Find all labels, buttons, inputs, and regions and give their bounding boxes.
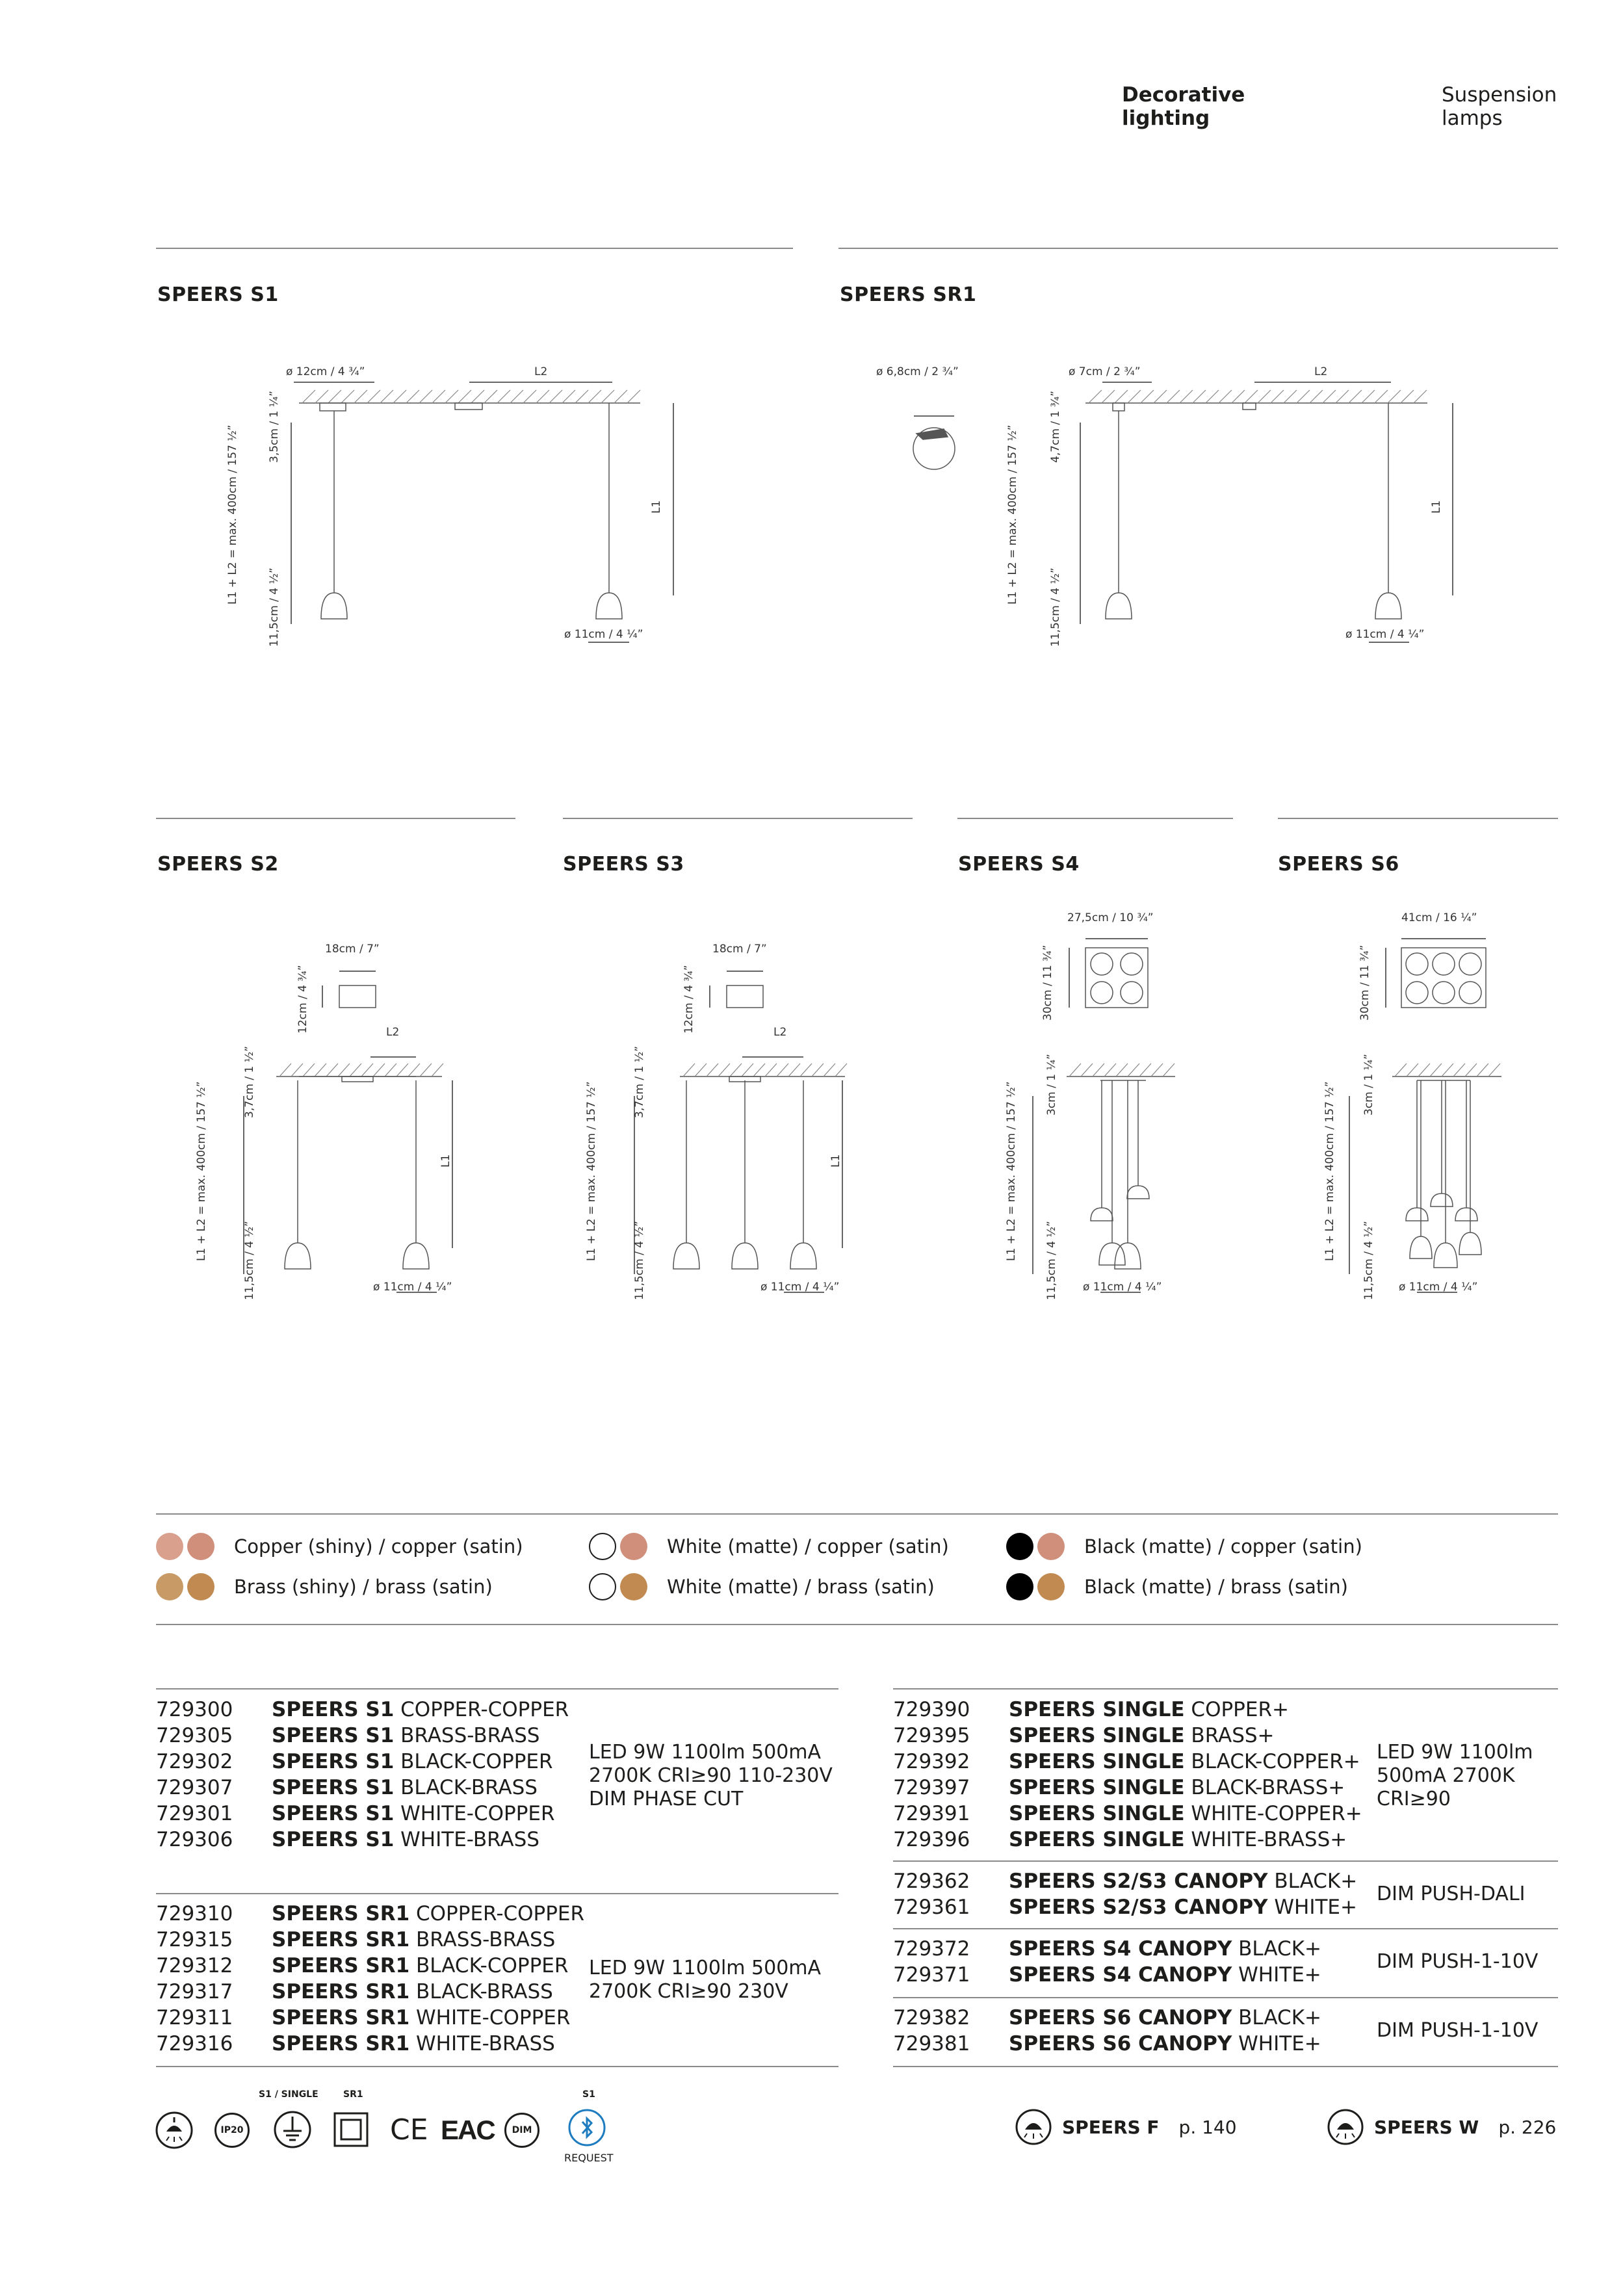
- eac-mark-icon: EAC: [441, 2115, 495, 2145]
- product-name: SPEERS SINGLE COPPER+: [1009, 1698, 1289, 1721]
- product-name: SPEERS SR1 WHITE-COPPER: [272, 2006, 571, 2029]
- product-code: 729395: [893, 1724, 970, 1747]
- sr1-l2-label: L2: [1314, 365, 1328, 378]
- ref-speers-f[interactable]: [1014, 2107, 1237, 2146]
- table-row: [156, 1827, 569, 1853]
- s1-l2-label: L2: [534, 365, 548, 378]
- s3-l2-label: L2: [773, 1026, 787, 1039]
- label-sr1: SR1: [343, 2089, 363, 2100]
- product-code: 729300: [156, 1698, 233, 1721]
- product-code: 729372: [893, 1937, 970, 1961]
- ref-page: p. 140: [1178, 2116, 1237, 2138]
- sr1-l1-label: L1: [1430, 500, 1443, 514]
- finish-swatch: [589, 1533, 616, 1560]
- divider: [156, 2066, 838, 2067]
- product-name: SPEERS S4 CANOPY BLACK+: [1009, 1937, 1322, 1961]
- spec-single: LED 9W 1100lm 500mA 2700K CRI≥90: [1377, 1741, 1533, 1810]
- ce-mark-icon: CE: [390, 2113, 428, 2146]
- s3-canopy-depth: 12cm / 4 ¾”: [682, 965, 695, 1034]
- s2-total-length: L1 + L2 = max. 400cm / 157 ½”: [195, 1081, 208, 1261]
- divider: [156, 1513, 1558, 1515]
- finish-swatch: [187, 1533, 214, 1560]
- spec-s1: LED 9W 1100lm 500mA 2700K CRI≥90 110-230V DIM PHASE CUT: [589, 1741, 833, 1810]
- divider: [563, 818, 913, 819]
- table-row: [893, 1894, 1357, 1920]
- divider: [893, 1860, 1558, 1862]
- table-row: [156, 1901, 584, 1927]
- table-row: [156, 1723, 569, 1749]
- s2-l2-label: L2: [386, 1026, 400, 1039]
- ref-name: SPEERS W: [1374, 2116, 1479, 2138]
- product-code: 729315: [156, 1928, 233, 1951]
- product-code: 729391: [893, 1802, 970, 1825]
- product-name: SPEERS S6 CANOPY WHITE+: [1009, 2032, 1321, 2055]
- product-name: SPEERS S1 BRASS-BRASS: [272, 1724, 540, 1747]
- s1-shade-diameter: ø 11cm / 4 ¼”: [564, 628, 643, 641]
- divider: [957, 818, 1233, 819]
- bluetooth-icon: [567, 2107, 607, 2148]
- product-code: 729311: [156, 2006, 233, 2029]
- model-title-s3: SPEERS S3: [563, 853, 684, 876]
- dimmable-icon: DIM: [504, 2113, 539, 2148]
- table-row: [893, 1749, 1362, 1775]
- earth-class-icon: [272, 2109, 313, 2150]
- table-row: [156, 1749, 569, 1775]
- product-name: SPEERS S1 WHITE-COPPER: [272, 1802, 555, 1825]
- sr1-shade-diameter: ø 11cm / 4 ¼”: [1345, 628, 1425, 641]
- product-code: 729305: [156, 1724, 233, 1747]
- label-s1-single: S1 / SINGLE: [259, 2089, 318, 2100]
- product-code: 729382: [893, 2006, 970, 2029]
- table-row: [893, 1697, 1362, 1723]
- s3-shade-height: 11,5cm / 4 ½”: [633, 1221, 646, 1300]
- product-code: 729312: [156, 1954, 233, 1977]
- finish-label: Black (matte) / brass (satin): [1084, 1576, 1348, 1598]
- s2-shade-diameter: ø 11cm / 4 ¼”: [373, 1281, 452, 1294]
- table-row: [156, 2031, 584, 2057]
- product-name: SPEERS S2/S3 CANOPY BLACK+: [1009, 1870, 1358, 1893]
- s1-total-length: L1 + L2 = max. 400cm / 157 ½”: [226, 424, 239, 605]
- ip20-icon: IP20: [214, 2113, 250, 2148]
- table-row: [893, 1801, 1362, 1827]
- s1-canopy-diameter: ø 12cm / 4 ¾”: [286, 365, 365, 378]
- divider: [156, 248, 793, 249]
- lamp-indoor-icon: [153, 2109, 195, 2151]
- product-code: 729390: [893, 1698, 970, 1721]
- sr1-total-length: L1 + L2 = max. 400cm / 157 ½”: [1006, 424, 1019, 605]
- divider: [156, 1688, 838, 1689]
- s6-canopy-height: 3cm / 1 ¼”: [1362, 1054, 1375, 1115]
- table-row: [893, 1723, 1362, 1749]
- finish-swatch: [1006, 1573, 1033, 1600]
- product-code: 729396: [893, 1828, 970, 1851]
- s4-diagram: [957, 910, 1243, 1313]
- model-title-s2: SPEERS S2: [157, 853, 279, 876]
- product-name: SPEERS S1 BLACK-COPPER: [272, 1750, 553, 1773]
- product-code: 729371: [893, 1963, 970, 1987]
- ref-page: p. 226: [1498, 2116, 1557, 2138]
- s6-diagram: [1278, 910, 1564, 1313]
- model-title-s4: SPEERS S4: [958, 853, 1080, 876]
- product-code: 729361: [893, 1896, 970, 1919]
- table-row: [893, 1827, 1362, 1853]
- model-title-s6: SPEERS S6: [1278, 853, 1399, 876]
- finish-label: White (matte) / brass (satin): [667, 1576, 935, 1598]
- divider: [893, 1928, 1558, 1929]
- divider: [893, 1997, 1558, 1998]
- product-name: SPEERS SINGLE WHITE-BRASS+: [1009, 1828, 1347, 1851]
- table-single: [893, 1697, 1362, 1853]
- product-name: SPEERS SR1 BLACK-BRASS: [272, 1980, 553, 2003]
- table-row: [893, 2031, 1321, 2057]
- divider: [1278, 818, 1558, 819]
- divider: [156, 818, 515, 819]
- table-row: [893, 1936, 1321, 1962]
- product-name: SPEERS S1 WHITE-BRASS: [272, 1828, 539, 1851]
- spec-s2s3: DIM PUSH-DALI: [1377, 1883, 1526, 1905]
- ref-name: SPEERS F: [1062, 2116, 1160, 2138]
- product-name: SPEERS SR1 BLACK-COPPER: [272, 1954, 569, 1977]
- finish-item: [589, 1533, 949, 1560]
- subcategory-label: Suspension lamps: [1442, 83, 1557, 130]
- product-code: 729310: [156, 1902, 233, 1925]
- s3-total-length: L1 + L2 = max. 400cm / 157 ½”: [585, 1081, 598, 1261]
- product-name: SPEERS S6 CANOPY BLACK+: [1009, 2006, 1322, 2029]
- table-s6: [893, 2005, 1321, 2057]
- product-name: SPEERS SINGLE BLACK-COPPER+: [1009, 1750, 1360, 1773]
- finish-label: Brass (shiny) / brass (satin): [234, 1576, 493, 1598]
- product-name: SPEERS S1 BLACK-BRASS: [272, 1776, 538, 1799]
- product-name: SPEERS SR1 BRASS-BRASS: [272, 1928, 556, 1951]
- table-row: [893, 1868, 1357, 1894]
- table-row: [156, 2005, 584, 2031]
- s2-canopy-depth: 12cm / 4 ¾”: [296, 965, 309, 1034]
- product-code: 729302: [156, 1750, 233, 1773]
- category-label: Decorative lighting: [1122, 83, 1245, 130]
- table-row: [156, 1979, 584, 2005]
- product-name: SPEERS SR1 WHITE-BRASS: [272, 2032, 555, 2055]
- s4-shade-diameter: ø 11cm / 4 ¼”: [1083, 1281, 1162, 1294]
- s6-canopy-width: 41cm / 16 ¼”: [1401, 911, 1477, 924]
- s2-shade-height: 11,5cm / 4 ½”: [243, 1221, 256, 1300]
- s3-l1-label: L1: [829, 1154, 842, 1168]
- product-code: 729381: [893, 2032, 970, 2055]
- finish-swatch: [1037, 1533, 1065, 1560]
- product-code: 729306: [156, 1828, 233, 1851]
- finish-swatch: [620, 1573, 647, 1600]
- double-insulation-icon: [333, 2111, 369, 2148]
- s6-shade-height: 11,5cm / 4 ½”: [1362, 1221, 1375, 1300]
- s3-shade-diameter: ø 11cm / 4 ¼”: [760, 1281, 840, 1294]
- finish-item: [1006, 1533, 1362, 1560]
- sr1-small-diameter: ø 6,8cm / 2 ¾”: [876, 365, 959, 378]
- s4-shade-height: 11,5cm / 4 ½”: [1045, 1221, 1058, 1300]
- product-code: 729307: [156, 1776, 233, 1799]
- finish-label: Black (matte) / copper (satin): [1084, 1535, 1362, 1558]
- model-title-sr1: SPEERS SR1: [840, 283, 977, 306]
- table-row: [156, 1953, 584, 1979]
- sr1-shade-height: 11,5cm / 4 ½”: [1049, 567, 1062, 647]
- spec-s4: DIM PUSH-1-10V: [1377, 1950, 1539, 1973]
- finish-item: [1006, 1573, 1348, 1600]
- table-s1: [156, 1697, 569, 1853]
- s4-total-length: L1 + L2 = max. 400cm / 157 ½”: [1005, 1081, 1018, 1261]
- table-row: [156, 1697, 569, 1723]
- finish-swatch: [187, 1573, 214, 1600]
- ref-speers-w[interactable]: [1326, 2107, 1556, 2146]
- finish-swatch: [156, 1573, 183, 1600]
- finish-item: [589, 1573, 935, 1600]
- label-s1: S1: [582, 2089, 595, 2100]
- spec-s6: DIM PUSH-1-10V: [1377, 2019, 1539, 2042]
- finish-label: Copper (shiny) / copper (satin): [234, 1535, 523, 1558]
- lamp-reference-icon: [1326, 2107, 1365, 2146]
- s4-canopy-height: 3cm / 1 ¼”: [1045, 1054, 1058, 1115]
- table-row: [893, 1775, 1362, 1801]
- s2-diagram: [156, 910, 520, 1313]
- s3-canopy-height: 3,7cm / 1 ½”: [633, 1046, 646, 1118]
- finish-item: [156, 1533, 523, 1560]
- product-code: 729362: [893, 1870, 970, 1893]
- s2-l1-label: L1: [439, 1154, 452, 1168]
- table-sr1: [156, 1901, 584, 2057]
- product-code: 729392: [893, 1750, 970, 1773]
- table-row: [893, 2005, 1321, 2031]
- s2-canopy-width: 18cm / 7”: [325, 943, 380, 956]
- product-name: SPEERS S4 CANOPY WHITE+: [1009, 1963, 1321, 1987]
- table-row: [156, 1801, 569, 1827]
- lamp-reference-icon: [1014, 2107, 1053, 2146]
- s1-canopy-height: 3,5cm / 1 ¼”: [268, 391, 281, 463]
- product-code: 729397: [893, 1776, 970, 1799]
- product-name: SPEERS SR1 COPPER-COPPER: [272, 1902, 585, 1925]
- table-s2s3: [893, 1868, 1357, 1920]
- divider: [893, 1688, 1558, 1689]
- product-name: SPEERS SINGLE WHITE-COPPER+: [1009, 1802, 1362, 1825]
- finish-swatch: [1037, 1573, 1065, 1600]
- product-name: SPEERS SINGLE BRASS+: [1009, 1724, 1275, 1747]
- product-name: SPEERS SINGLE BLACK-BRASS+: [1009, 1776, 1345, 1799]
- sr1-diagram: [838, 338, 1488, 676]
- finish-label: White (matte) / copper (satin): [667, 1535, 949, 1558]
- table-row: [893, 1962, 1321, 1988]
- s3-canopy-width: 18cm / 7”: [712, 943, 767, 956]
- product-name: SPEERS S1 COPPER-COPPER: [272, 1698, 569, 1721]
- finish-swatch: [156, 1533, 183, 1560]
- s1-shade-height: 11,5cm / 4 ½”: [268, 567, 281, 647]
- model-title-s1: SPEERS S1: [157, 283, 279, 306]
- table-s4: [893, 1936, 1321, 1988]
- s3-diagram: [563, 910, 927, 1313]
- sr1-canopy-diameter: ø 7cm / 2 ¾”: [1069, 365, 1141, 378]
- s4-canopy-width: 27,5cm / 10 ¾”: [1067, 911, 1154, 924]
- table-row: [156, 1775, 569, 1801]
- s2-canopy-height: 3,7cm / 1 ½”: [243, 1046, 256, 1118]
- finish-swatch: [1006, 1533, 1033, 1560]
- s6-total-length: L1 + L2 = max. 400cm / 157 ½”: [1323, 1081, 1336, 1261]
- finish-swatch: [589, 1573, 616, 1600]
- finish-item: [156, 1573, 493, 1600]
- finish-swatch: [620, 1533, 647, 1560]
- divider: [156, 1893, 838, 1894]
- request-label: REQUEST: [564, 2152, 614, 2164]
- divider: [893, 2066, 1558, 2067]
- product-code: 729301: [156, 1802, 233, 1825]
- s1-l1-label: L1: [650, 500, 663, 514]
- s4-canopy-depth: 30cm / 11 ¾”: [1041, 945, 1054, 1021]
- spec-sr1: LED 9W 1100lm 500mA 2700K CRI≥90 230V: [589, 1957, 822, 2003]
- divider: [156, 1624, 1558, 1625]
- s6-canopy-depth: 30cm / 11 ¾”: [1358, 945, 1371, 1021]
- divider: [838, 248, 1558, 249]
- sr1-canopy-height: 4,7cm / 1 ¾”: [1049, 391, 1062, 463]
- product-code: 729316: [156, 2032, 233, 2055]
- product-name: SPEERS S2/S3 CANOPY WHITE+: [1009, 1896, 1357, 1919]
- table-row: [156, 1927, 584, 1953]
- product-code: 729317: [156, 1980, 233, 2003]
- s6-shade-diameter: ø 11cm / 4 ¼”: [1399, 1281, 1478, 1294]
